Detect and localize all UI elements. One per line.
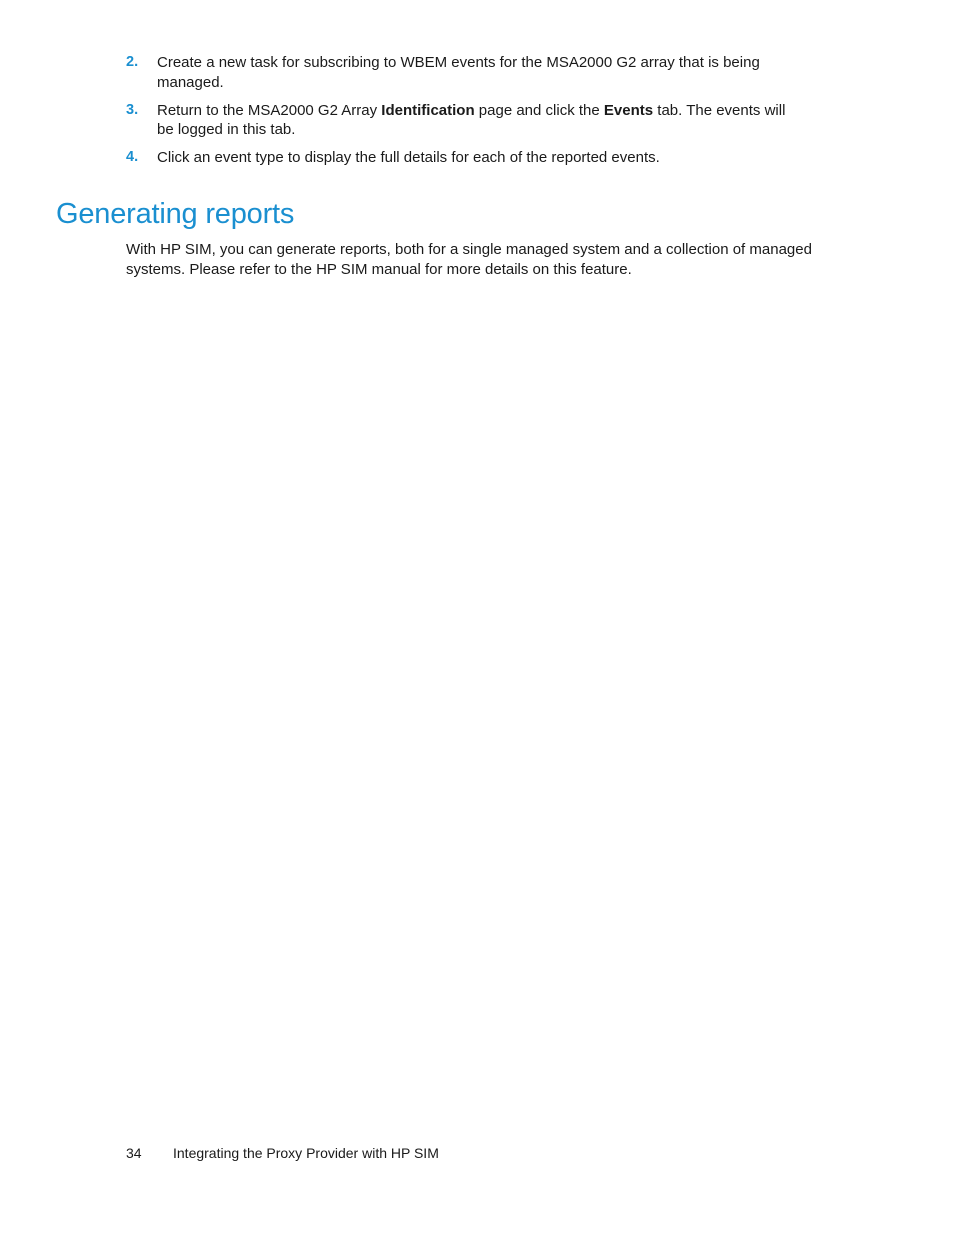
step-number: 2. <box>126 54 139 70</box>
identification-term: Identification <box>381 101 475 119</box>
page-number: 34 <box>126 1145 142 1161</box>
step-number: 3. <box>126 101 139 118</box>
procedure-steps <box>126 53 806 176</box>
step-item-3 <box>126 101 806 140</box>
step-item-4 <box>126 148 806 168</box>
events-term: Events <box>603 101 654 119</box>
page-footer <box>126 1144 439 1163</box>
section-heading: Generating reports <box>56 198 295 230</box>
step-text: Click an event type to display the full details for each of the reported events. <box>157 149 660 166</box>
step-text: Return to the MSA2000 G2 Array Identification page and click the Events tab. The events will be logged in this tab. <box>157 101 786 138</box>
step-item-2 <box>126 53 806 92</box>
step-text: Create a new task for subscribing to WBEM events for the MSA2000 G2 array that is being managed. <box>157 54 760 91</box>
chapter-title: Integrating the Proxy Provider with HP SIM <box>173 1145 439 1161</box>
section-paragraph: With HP SIM, you can generate reports, both for a single managed system and a collection of managed systems. Please refer to the HP SIM manual for more details on this feature. <box>126 241 812 278</box>
step-number: 4. <box>126 149 139 165</box>
